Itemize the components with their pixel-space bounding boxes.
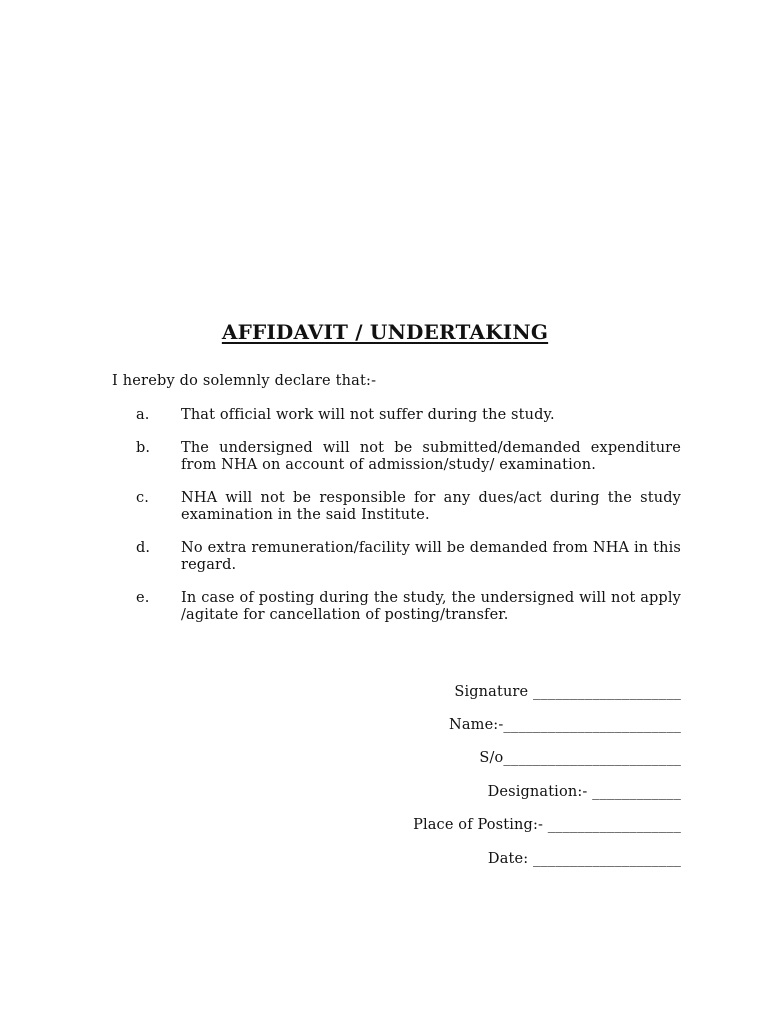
- declaration-item-b: [136, 440, 681, 474]
- declaration-item-a: [136, 407, 681, 424]
- document-title: AFFIDAVIT / UNDERTAKING: [221, 320, 549, 344]
- item-text: NHA will not be responsible for any dues/act during the study examination in the said Institute.: [181, 490, 681, 523]
- son-of-line: S/o________________________: [479, 750, 681, 766]
- item-marker: a.: [136, 407, 150, 423]
- item-text: In case of posting during the study, the undersigned will not apply /agitate for cancellation of posting/transfer.: [181, 590, 681, 623]
- signature-line: Signature ____________________: [454, 684, 681, 700]
- intro-statement: I hereby do solemnly declare that:-: [112, 373, 377, 389]
- item-text: That official work will not suffer during the study.: [181, 407, 555, 423]
- item-text: No extra remuneration/facility will be demanded from NHA in this regard.: [181, 540, 681, 573]
- declaration-item-d: [136, 540, 681, 574]
- name-line: Name:-________________________: [449, 717, 681, 733]
- date-line: Date: ____________________: [487, 851, 681, 867]
- declaration-item-c: [136, 490, 681, 524]
- item-marker: e.: [136, 590, 150, 606]
- item-marker: c.: [136, 490, 150, 506]
- declaration-list: [136, 407, 681, 624]
- designation-line: Designation:- ____________: [487, 784, 681, 800]
- declaration-item-e: [136, 590, 681, 624]
- item-text: The undersigned will not be submitted/demanded expenditure from NHA on account of admission/study/ examination.: [181, 440, 681, 473]
- item-marker: d.: [136, 540, 151, 556]
- place-of-posting-line: Place of Posting:- __________________: [413, 817, 681, 833]
- item-marker: b.: [136, 440, 151, 456]
